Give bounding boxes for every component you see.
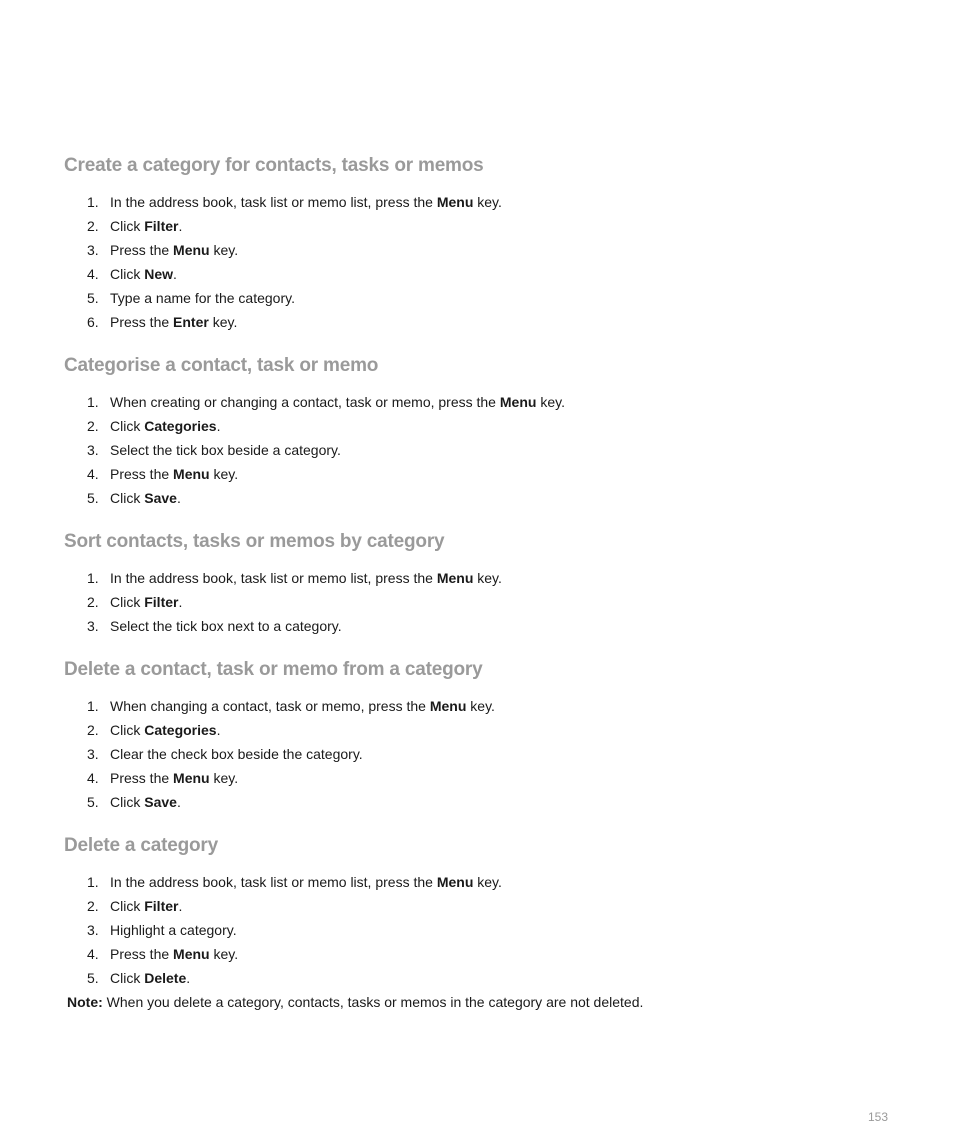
step-item: 3. Clear the check box beside the category. [87,746,363,762]
step-item: 1. In the address book, task list or memo list, press the Menu key. [87,194,502,210]
step-item: 5. Click Delete. [87,970,191,986]
section-heading: Delete a contact, task or memo from a category [64,659,483,680]
step-list [64,390,884,510]
document-body [64,150,884,1014]
step-item: 1. In the address book, task list or memo list, press the Menu key. [87,874,502,890]
step-item: 2. Click Filter. [87,898,183,914]
step-item: 3. Select the tick box next to a category. [87,618,342,634]
section-heading: Sort contacts, tasks or memos by category [64,531,445,552]
section-heading: Create a category for contacts, tasks or memos [64,155,484,176]
step-item: 4. Click New. [87,266,177,282]
step-item: 3. Press the Menu key. [87,242,239,258]
page-number: 153 [868,1110,889,1124]
step-item: 3. Select the tick box beside a category. [87,442,341,458]
section-heading: Categorise a contact, task or memo [64,355,379,376]
section-delete-category [64,830,884,1014]
step-item: 1. In the address book, task list or memo list, press the Menu key. [87,570,502,586]
step-item: 6. Press the Enter key. [87,314,238,330]
step-item: 2. Click Filter. [87,218,183,234]
section-categorise-item [64,350,884,510]
step-item: 3. Highlight a category. [87,922,237,938]
note-text: When you delete a category, contacts, tasks or memos in the category are not deleted. [102,994,644,1010]
section-heading: Delete a category [64,835,218,856]
step-item: 2. Click Filter. [87,594,183,610]
step-item: 4. Press the Menu key. [87,946,239,962]
note [67,990,884,1014]
step-item: 1. When changing a contact, task or memo, press the Menu key. [87,698,495,714]
step-item: 5. Click Save. [87,794,181,810]
step-item: 5. Click Save. [87,490,181,506]
step-item: 5. Type a name for the category. [87,290,295,306]
step-item: 4. Press the Menu key. [87,466,239,482]
step-item: 1. When creating or changing a contact, task or memo, press the Menu key. [87,394,565,410]
section-create-category [64,150,884,334]
step-list [64,190,884,334]
step-list [64,870,884,990]
step-list [64,694,884,814]
step-item: 2. Click Categories. [87,722,221,738]
section-sort-by-category [64,526,884,638]
note-label: Note: [67,994,103,1010]
step-item: 2. Click Categories. [87,418,221,434]
step-list [64,566,884,638]
step-item: 4. Press the Menu key. [87,770,239,786]
section-remove-from-category [64,654,884,814]
